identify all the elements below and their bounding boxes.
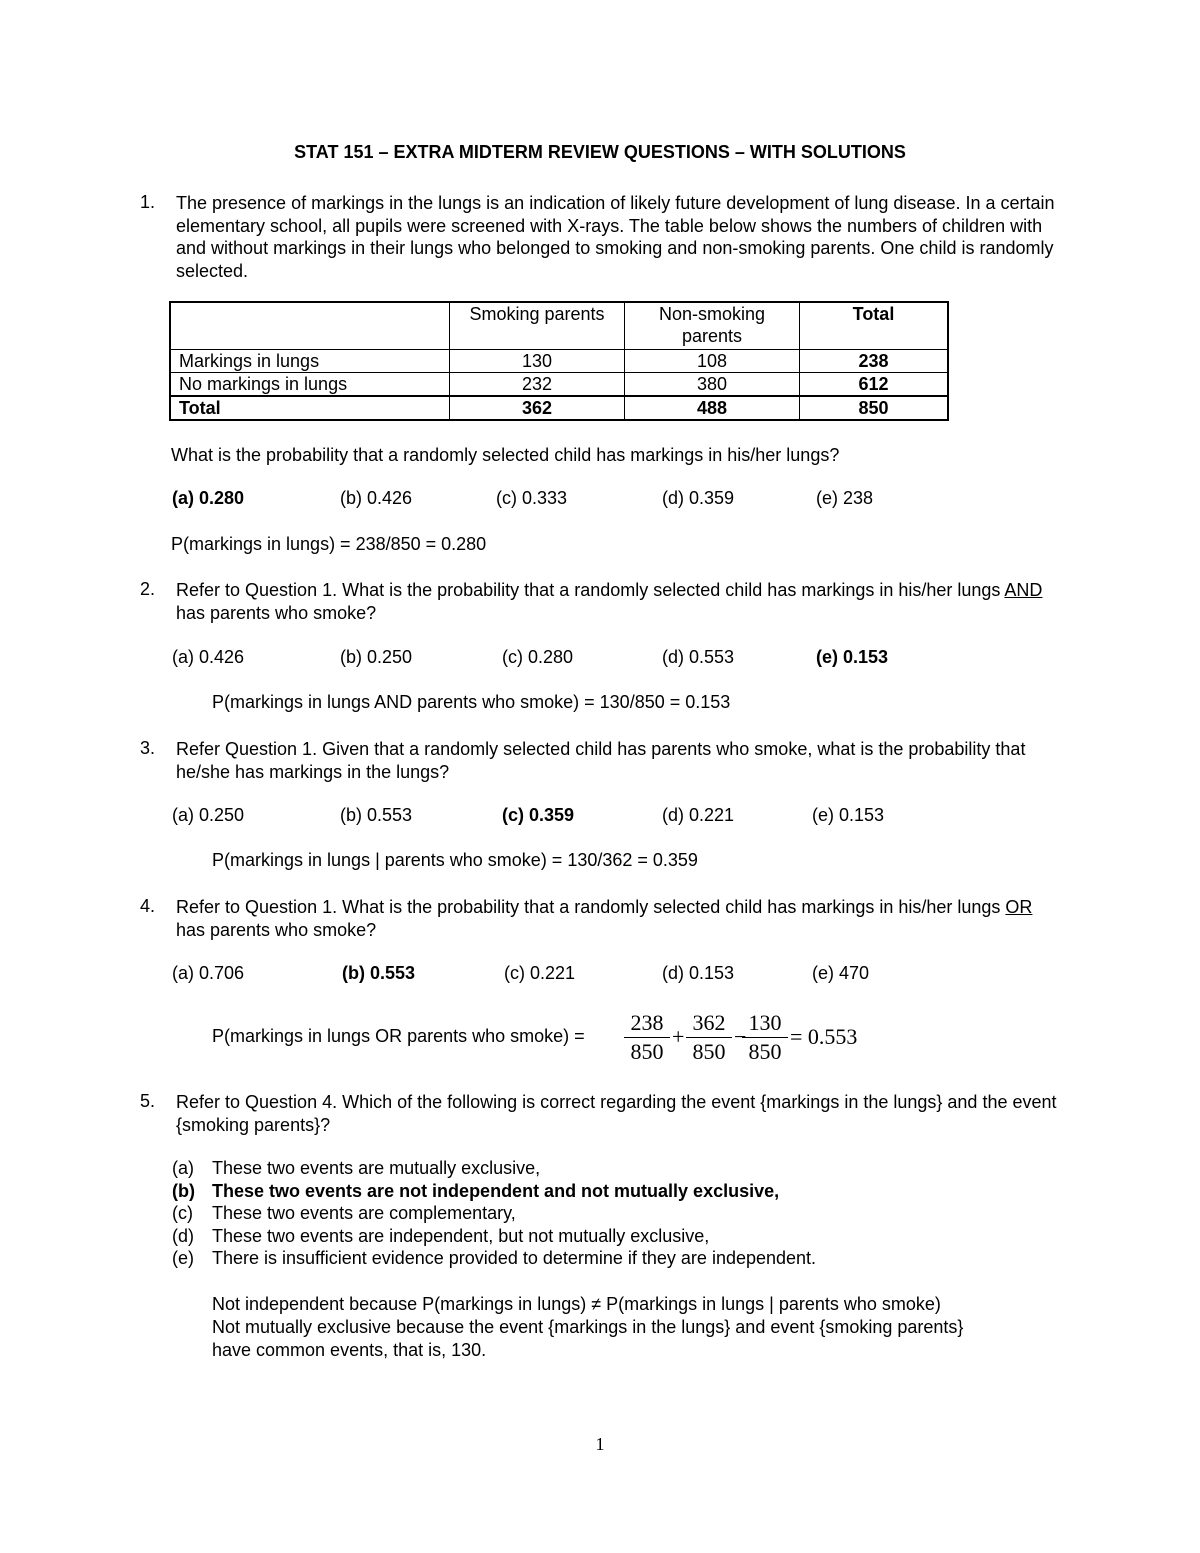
option-text: These two events are complementary, <box>212 1203 516 1224</box>
fraction-bar <box>624 1037 670 1038</box>
plus-operator: + <box>672 1024 685 1049</box>
document-title: STAT 151 – EXTRA MIDTERM REVIEW QUESTIONS – WITH SOLUTIONS <box>294 142 906 162</box>
fraction-bar <box>686 1037 732 1038</box>
table-header-cell: Total <box>800 302 949 350</box>
table-cell: 362 <box>450 396 625 420</box>
question-3-number: 3. <box>140 738 156 758</box>
option-b: (b) 0.250 <box>340 647 413 667</box>
option-label: (d) <box>172 1225 194 1246</box>
question-1-text: The presence of markings in the lungs is an indication of likely future development of lung disease. In a certain elementary school, all pupils were screened with X-rays. The table below shows the numbers of children with and without markings in their lungs who belonged to smoking and non-smoking parents. One child is randomly selected. <box>176 193 1055 281</box>
table-header-cell: Smoking parents <box>450 302 625 350</box>
table-row <box>170 350 948 373</box>
option-c: (c) 0.280 <box>502 647 574 667</box>
option-d: (d) 0.359 <box>662 488 735 508</box>
option-b: (b) 0.553 <box>340 805 413 825</box>
table-header-row <box>170 302 948 350</box>
option-c <box>172 1202 816 1225</box>
table-row <box>170 396 948 420</box>
question-4-number: 4. <box>140 896 156 916</box>
option-label: (c) <box>172 1203 193 1224</box>
option-d: (d) 0.153 <box>662 963 735 983</box>
question-1-options <box>172 488 1072 512</box>
fraction-numerator: 238 <box>630 1010 664 1035</box>
option-b: (b) 0.553 <box>342 963 416 983</box>
question-4-solution-label: P(markings in lungs OR parents who smoke) = <box>212 1026 585 1046</box>
option-b <box>172 1180 816 1203</box>
question-5-number: 5. <box>140 1091 156 1111</box>
option-label: (a) <box>172 1158 194 1178</box>
question-5-solution-line: have common events, that is, 130. <box>212 1340 487 1360</box>
question-1-number: 1. <box>140 192 156 212</box>
question-2-options <box>172 647 1072 671</box>
question-4-options <box>172 963 1072 987</box>
fraction-denominator: 850 <box>692 1039 726 1064</box>
option-text: These two events are mutually exclusive, <box>212 1158 541 1178</box>
minus-operator: − <box>734 1024 747 1049</box>
option-d: (d) 0.553 <box>662 647 735 667</box>
table-cell: Markings in lungs <box>170 350 450 373</box>
option-e <box>172 1247 816 1270</box>
question-5-solution-line: Not independent because P(markings in lungs) ≠ P(markings in lungs | parents who smoke) <box>212 1294 941 1314</box>
option-a: (a) 0.426 <box>172 647 245 667</box>
table-cell: 850 <box>800 396 949 420</box>
question-5-text: Refer to Question 4. Which of the following is correct regarding the event {markings in the lungs} and the event {smoking parents}? <box>176 1092 1057 1135</box>
table-header-cell: Non-smoking parents <box>625 302 800 350</box>
question-4-text <box>176 896 1066 941</box>
option-e: (e) 470 <box>812 963 870 983</box>
option-c: (c) 0.333 <box>496 488 568 508</box>
option-text: There is insufficient evidence provided to determine if they are independent. <box>212 1248 817 1269</box>
option-a <box>172 1157 816 1180</box>
question-4-emphasis: OR <box>1005 897 1033 917</box>
question-1-solution: P(markings in lungs) = 238/850 = 0.280 <box>171 534 487 554</box>
fraction-bar <box>742 1037 788 1038</box>
option-e: (e) 238 <box>816 488 874 508</box>
option-c: (c) 0.359 <box>502 805 575 825</box>
question-1-prompt: What is the probability that a randomly selected child has markings in his/her lungs? <box>171 445 840 465</box>
option-label: (e) <box>172 1248 194 1269</box>
option-d: (d) 0.221 <box>662 805 735 825</box>
option-text: These two events are independent, but not mutually exclusive, <box>212 1225 710 1246</box>
question-3-solution: P(markings in lungs | parents who smoke) = 130/362 = 0.359 <box>212 850 698 870</box>
equation-result: = 0.553 <box>790 1024 858 1049</box>
option-text: These two events are not independent and not mutually exclusive, <box>212 1180 780 1201</box>
fraction <box>686 1010 732 1065</box>
question-4-text-part: Refer to Question 1. What is the probability that a randomly selected child has markings in his/her lungs <box>176 897 1006 917</box>
option-c: (c) 0.221 <box>504 963 576 983</box>
question-2-emphasis: AND <box>1004 580 1043 600</box>
question-5-options <box>172 1157 816 1270</box>
table-cell: 232 <box>450 373 625 397</box>
option-label: (b) <box>172 1180 195 1201</box>
table-cell: 130 <box>450 350 625 373</box>
fraction-numerator: 362 <box>692 1010 726 1035</box>
option-e: (e) 0.153 <box>816 647 889 667</box>
question-2-text <box>176 579 1066 624</box>
lung-markings-table <box>169 301 949 421</box>
question-2-text-part: Refer to Question 1. What is the probability that a randomly selected child has markings in his/her lungs <box>176 580 1005 600</box>
page-number: 1 <box>595 1434 605 1454</box>
fraction <box>742 1010 788 1065</box>
table-cell: No markings in lungs <box>170 373 450 397</box>
fraction-denominator: 850 <box>630 1039 664 1064</box>
question-2-text-part: has parents who smoke? <box>176 602 377 623</box>
fraction-numerator: 130 <box>748 1010 782 1035</box>
table-cell: 238 <box>800 350 949 373</box>
question-5-solution-line: Not mutually exclusive because the event {markings in the lungs} and event {smoking parents} <box>212 1317 964 1337</box>
question-2-number: 2. <box>140 579 156 599</box>
option-a: (a) 0.250 <box>172 805 245 825</box>
table-header-cell <box>170 302 450 350</box>
option-a: (a) 0.706 <box>172 963 245 983</box>
table-cell: Total <box>170 396 450 420</box>
fraction-denominator: 850 <box>748 1039 782 1064</box>
option-b: (b) 0.426 <box>340 488 413 508</box>
option-e: (e) 0.153 <box>812 805 885 825</box>
fraction <box>624 1010 670 1065</box>
table-cell: 612 <box>800 373 949 397</box>
table-cell: 108 <box>625 350 800 373</box>
table-cell: 488 <box>625 396 800 420</box>
question-3-text: Refer Question 1. Given that a randomly selected child has parents who smoke, what is the probability that he/she has markings in the lungs? <box>176 739 1026 782</box>
table-cell: 380 <box>625 373 800 397</box>
question-4-text-part: has parents who smoke? <box>176 919 377 940</box>
question-3-options <box>172 805 1072 829</box>
option-d <box>172 1225 816 1248</box>
table-row <box>170 373 948 397</box>
question-2-solution: P(markings in lungs AND parents who smoke) = 130/850 = 0.153 <box>212 692 731 712</box>
option-a: (a) 0.280 <box>172 488 245 508</box>
